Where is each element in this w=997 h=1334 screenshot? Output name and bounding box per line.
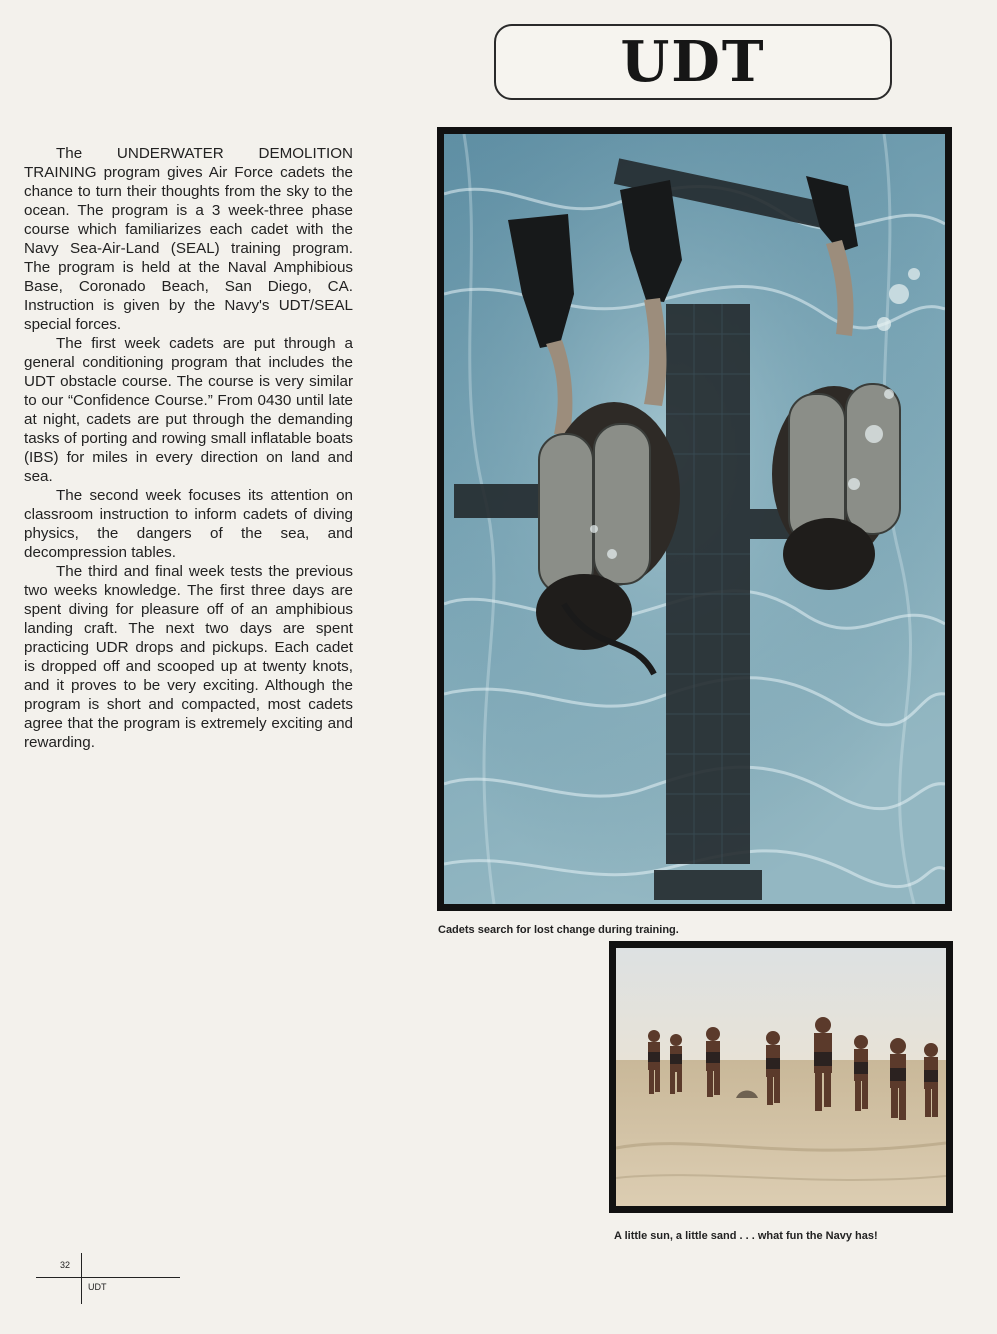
folio-rule-horizontal <box>36 1277 180 1278</box>
beach-photo-caption: A little sun, a little sand . . . what fun the Navy has! <box>614 1230 878 1242</box>
article-paragraph-1: The UNDERWATER DEMOLITION TRAINING program gives Air Force cadets the chance to turn their thoughts from the sky to the ocean. The program is a 3 week-three phase course which familiarizes each cadet with the Navy Sea-Air-Land (SEAL) training program. The program is held at the Naval Amphibious Base, Coronado Beach, San Diego, CA. Instruction is given by the Navy's UDT/SEAL special forces. <box>24 145 353 333</box>
article-paragraph-3: The second week focuses its attention on classroom instruction to inform cadets of diving physics, the dangers of the sea, and decompression tables. <box>24 487 353 561</box>
beach-runners-illustration <box>616 948 946 1206</box>
article-paragraph-4: The third and final week tests the previous two weeks knowledge. The first three days are spent diving for pleasure off of an amphibious landing craft. The next two days are spent practicing UDR drops and pickups. Each cadet is dropped off and scooped up at twenty knots, and it proves to be very exciting. Although the program is short and compacted, most cadets agree that the program is extremely exciting and rewarding. <box>24 563 353 751</box>
page-number: 32 <box>60 1260 71 1270</box>
folio-rule-vertical <box>81 1253 82 1304</box>
folio-section-label: UDT <box>88 1282 107 1292</box>
article-paragraph-2: The first week cadets are put through a general conditioning program that includes the UDT obstacle course. The course is very similar to our “Confidence Course.” From 0430 until late at night, cadets are put through the demanding tasks of porting and rowing small inflatable boats (IBS) for miles in every direction on land and sea. <box>24 335 353 485</box>
pool-photo-caption: Cadets search for lost change during training. <box>438 924 679 936</box>
pool-divers-illustration <box>444 134 945 904</box>
article-body <box>24 144 353 752</box>
pool-divers-photo <box>437 127 952 911</box>
title-box <box>494 24 892 100</box>
beach-runners-photo <box>609 941 953 1213</box>
page-title: UDT <box>620 29 766 95</box>
